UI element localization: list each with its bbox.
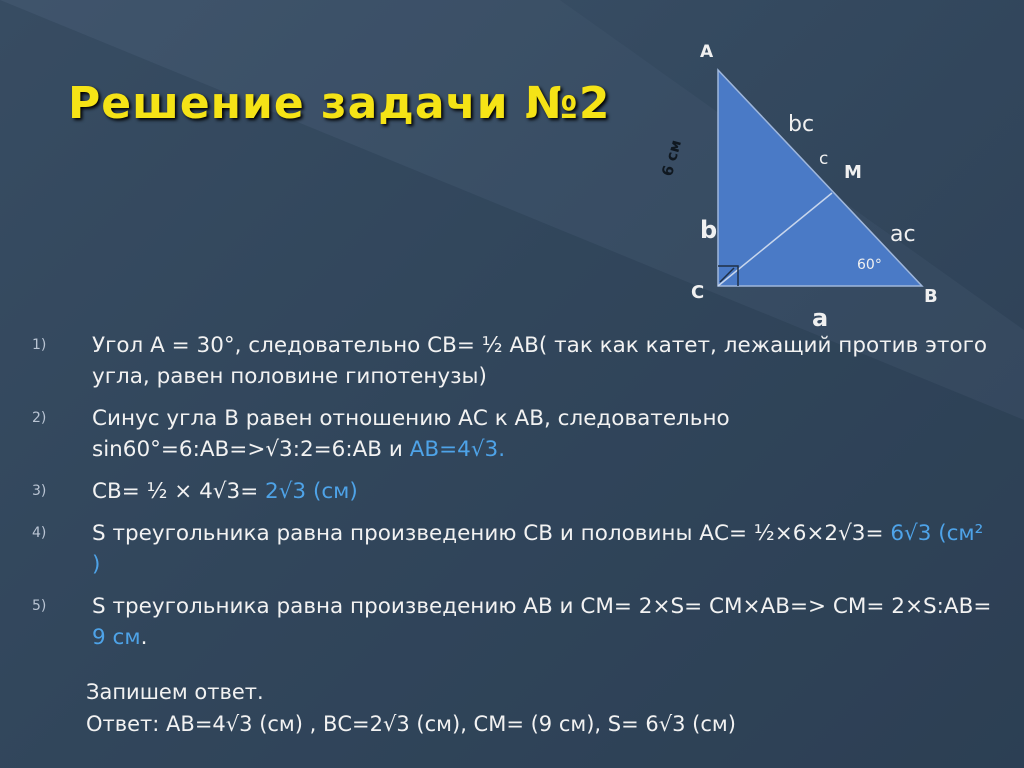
segment-ac-label: ac	[890, 222, 916, 247]
step-3	[28, 476, 998, 507]
step-number: 3)	[32, 483, 47, 499]
step-text	[92, 330, 998, 392]
step-number: 2)	[32, 410, 47, 426]
step-text-part: Синус угла В равен отношению АС к АВ, следовательно sin60°=6:AB=>√3:2=6:AB и	[92, 406, 730, 462]
triangle-abc	[718, 70, 922, 286]
step-text-part: S треугольника равна произведению АВ и СМ= 2×S= CM×AB=> CM= 2×S:AB=	[92, 594, 992, 619]
step-result-highlight: 6√3 (см² )	[92, 521, 984, 577]
step-result-highlight: 2√3 (см)	[265, 479, 358, 504]
segment-bc-label: bc	[788, 112, 815, 137]
side-a-label: a	[812, 304, 829, 332]
step-5	[28, 591, 998, 653]
step-result-highlight: 9 см	[92, 625, 141, 650]
step-number: 1)	[32, 337, 47, 353]
step-number: 5)	[32, 598, 47, 614]
triangle-figure	[660, 38, 960, 332]
step-1	[28, 330, 998, 392]
triangle-diagram	[658, 38, 960, 332]
vertex-c-label: C	[691, 282, 705, 303]
page-title: Решение задачи №2	[68, 78, 611, 129]
step-text	[92, 476, 998, 507]
point-m-label: M	[844, 162, 862, 183]
step-text	[92, 403, 998, 465]
step-text-part: Угол А = 30°, следовательно СВ= ½ АВ( так как катет, лежащий против этого угла, равен половине гипотенузы)	[92, 333, 988, 389]
step-2	[28, 403, 998, 465]
answer-intro: Запишем ответ.	[86, 680, 264, 704]
step-text	[92, 518, 998, 580]
segment-c-label: c	[819, 149, 829, 169]
vertex-a-label: A	[700, 42, 714, 62]
solution-steps	[28, 330, 998, 664]
step-text-part: .	[140, 625, 148, 650]
step-text-part: СВ= ½ × 4√3=	[92, 479, 266, 504]
step-4	[28, 518, 998, 580]
side-ac-length-label: 6 см	[658, 137, 685, 179]
step-result-highlight: AB=4√3.	[409, 437, 506, 462]
side-b-label: b	[700, 216, 718, 244]
answer-block	[86, 676, 736, 740]
step-number: 4)	[32, 525, 47, 541]
vertex-b-label: B	[924, 286, 938, 307]
angle-b-label: 60°	[857, 257, 882, 273]
step-text	[92, 591, 998, 653]
step-text-part: S треугольника равна произведению СВ и половины АС= ½×6×2√3=	[92, 521, 891, 546]
answer-text: Ответ: АВ=4√3 (см) , ВС=2√3 (см), СМ= (9 см), S= 6√3 (см)	[86, 712, 736, 736]
